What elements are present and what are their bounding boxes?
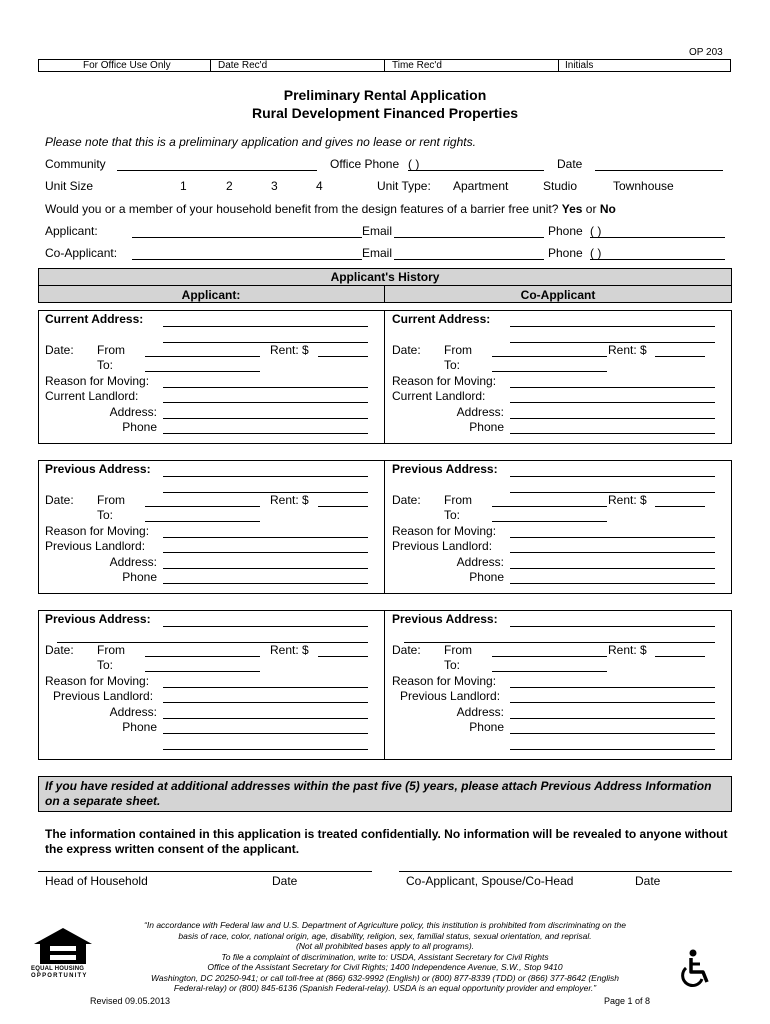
block3-co-applicant-from-field[interactable]	[492, 656, 607, 657]
block3-co-applicant-reason-label: Reason for Moving:	[392, 674, 497, 688]
additional-note: If you have resided at additional addresses within the past five (5) years, please attach Previous Address Information on a separate sheet.	[45, 779, 712, 808]
block2-applicant-landlord-field[interactable]	[163, 552, 368, 553]
nondiscrimination-notice: “In accordance with Federal law and U.S. Department of Agriculture policy, this institution is prohibited from discriminating on the basis of race, color, national origin, age, disability, religion, sex, familial status, sexual orientation, and reprisal. (Not all prohibited bases apply to all programs). To file a complaint of discrimination, write to: USDA, Assistant Secretary for Civil Rights Office of the Assistant Secretary for Civil Rights; 1400 Independence Avenue, S.W., Stop 9410 Washington, DC 20250-941; or call toll-free at (866) 632-9992 (English) or (800) 877-8339 (TDD) or (866) 377-8642 (English Federal-relay) or (800) 845-6136 (Spanish Federal-relay). USDA is an equal opportunity provider and employer.”	[144, 920, 626, 993]
block3-applicant-from-field[interactable]	[145, 656, 260, 657]
block2-applicant-rent-field[interactable]	[318, 506, 368, 507]
block1-applicant-landlord-field[interactable]	[163, 402, 368, 403]
block3-applicant-landlord-label: Previous Landlord:	[53, 689, 154, 703]
confidential-statement: The information contained in this application is treated confidentially. No information will be revealed to anyone without the express written consent of the applicant.	[45, 827, 728, 856]
head-signature-line[interactable]	[38, 871, 372, 872]
block2-applicant-from-field[interactable]	[145, 506, 260, 507]
unit-type-label: Unit Type:	[377, 179, 431, 193]
block3-co-applicant-date-label: Date:	[392, 643, 421, 657]
block2-applicant-landlord-address-field[interactable]	[163, 568, 368, 569]
block2-co-applicant-from-field[interactable]	[492, 506, 607, 507]
block2-applicant-address-line2[interactable]	[163, 492, 368, 493]
block3-applicant-landlord-address-field[interactable]	[163, 718, 368, 719]
block2-applicant-address-label: Previous Address:	[45, 462, 151, 476]
unit-type-apartment[interactable]: Apartment	[453, 179, 509, 193]
barrier-no[interactable]: No	[599, 202, 616, 216]
block1-co-applicant-address-sub-label: Address:	[456, 405, 504, 419]
block3-applicant-landlord-field[interactable]	[163, 702, 368, 703]
office-phone-paren: ( )	[408, 157, 420, 171]
applicant-phone-paren: ( )	[590, 224, 602, 238]
block1-applicant-from-field[interactable]	[145, 356, 260, 357]
applicant-email-label: Email	[362, 224, 393, 238]
block3-applicant-from-label: From	[97, 643, 125, 657]
title-line2: Rural Development Financed Properties	[251, 105, 519, 121]
block1-applicant-landlord-phone-field[interactable]	[163, 433, 368, 434]
block1-applicant-phone-sub-label: Phone	[122, 420, 157, 434]
block2-co-applicant-reason-label: Reason for Moving:	[392, 524, 497, 538]
block1-co-applicant-landlord-label: Current Landlord:	[392, 389, 486, 403]
office-use-label: For Office Use Only	[83, 60, 171, 71]
block1-applicant-from-label: From	[97, 343, 125, 357]
eho-line2: OPPORTUNITY	[31, 973, 88, 979]
block2-co-applicant-from-label: From	[444, 493, 472, 507]
barrier-question: Would you or a member of your household benefit from the design features of a barrier free unit? Yes or No	[45, 202, 616, 216]
block3-applicant-address-label: Previous Address:	[45, 612, 151, 626]
block2-co-applicant-phone-sub-label: Phone	[469, 570, 504, 584]
block1-applicant-rent-field[interactable]	[318, 356, 368, 357]
block1-applicant-address-label: Current Address:	[45, 312, 144, 326]
form-number: OP 203	[689, 47, 723, 58]
office-phone-label: Office Phone	[330, 157, 400, 171]
block2-applicant-phone-sub-label: Phone	[122, 570, 157, 584]
block3-applicant-rent-label: Rent: $	[270, 643, 309, 657]
block3-applicant-date-label: Date:	[45, 643, 74, 657]
date-field[interactable]	[595, 170, 723, 171]
block3-co-applicant-landlord-address-field[interactable]	[510, 718, 715, 719]
block2-co-applicant-landlord-address-field[interactable]	[510, 568, 715, 569]
block3-co-applicant-extra-line[interactable]	[510, 749, 715, 750]
block3-co-applicant-rent-label: Rent: $	[608, 643, 647, 657]
community-label: Community	[45, 157, 106, 171]
block3-applicant-extra-line[interactable]	[163, 749, 368, 750]
signature-date-2: Date	[635, 874, 661, 888]
unit-size-3[interactable]: 3	[271, 179, 278, 193]
head-of-household-label: Head of Household	[45, 874, 148, 888]
applicant-email-field[interactable]	[394, 237, 544, 238]
block3-applicant-phone-sub-label: Phone	[122, 720, 157, 734]
block1-applicant-to-field[interactable]	[145, 371, 260, 372]
block2-applicant-landlord-phone-field[interactable]	[163, 583, 368, 584]
unit-type-studio[interactable]: Studio	[543, 179, 578, 193]
date-recd-label: Date Rec'd	[218, 60, 268, 71]
block2-applicant-date-label: Date:	[45, 493, 74, 507]
co-head-signature-line[interactable]	[399, 871, 732, 872]
equal-housing-icon	[32, 926, 94, 966]
block3-applicant-reason-field[interactable]	[163, 687, 368, 688]
co-applicant-label: Co-Applicant:	[45, 246, 118, 260]
block2-applicant-to-label: To:	[97, 508, 114, 522]
block1-co-applicant-to-label: To:	[444, 358, 461, 372]
notice-text: Please note that this is a preliminary application and gives no lease or rent rights.	[45, 135, 476, 149]
block2-co-applicant-rent-label: Rent: $	[608, 493, 647, 507]
block1-co-applicant-landlord-phone-field[interactable]	[510, 433, 715, 434]
history-title: Applicant's History	[330, 270, 440, 284]
block2-applicant-to-field[interactable]	[145, 521, 260, 522]
block3-co-applicant-landlord-label: Previous Landlord:	[400, 689, 501, 703]
co-applicant-email-field[interactable]	[394, 259, 544, 260]
block1-co-applicant-from-field[interactable]	[492, 356, 607, 357]
block1-co-applicant-landlord-field[interactable]	[510, 402, 715, 403]
block2-co-applicant-address-label: Previous Address:	[392, 462, 498, 476]
block2-co-applicant-to-label: To:	[444, 508, 461, 522]
block3-co-applicant-landlord-field[interactable]	[510, 702, 715, 703]
block1-applicant-reason-field[interactable]	[163, 387, 368, 388]
block2-co-applicant-rent-field[interactable]	[655, 506, 705, 507]
block2-co-applicant-address-sub-label: Address:	[456, 555, 504, 569]
office-phone-field[interactable]	[408, 170, 544, 171]
block3-co-applicant-phone-sub-label: Phone	[469, 720, 504, 734]
block1-co-applicant-address-line1[interactable]	[510, 326, 715, 327]
block1-co-applicant-from-label: From	[444, 343, 472, 357]
block2-co-applicant-landlord-phone-field[interactable]	[510, 583, 715, 584]
co-applicant-email-label: Email	[362, 246, 393, 260]
block3-applicant-landlord-phone-field[interactable]	[163, 733, 368, 734]
block3-applicant-rent-field[interactable]	[318, 656, 368, 657]
block1-co-applicant-rent-label: Rent: $	[608, 343, 647, 357]
unit-type-townhouse[interactable]: Townhouse	[613, 179, 674, 193]
date-label: Date	[557, 157, 583, 171]
history-co-applicant-col: Co-Applicant	[520, 288, 596, 302]
block3-co-applicant-rent-field[interactable]	[655, 656, 705, 657]
history-applicant-col: Applicant:	[181, 288, 241, 302]
block2-applicant-address-sub-label: Address:	[109, 555, 157, 569]
block1-co-applicant-reason-field[interactable]	[510, 387, 715, 388]
block3-applicant-reason-label: Reason for Moving:	[45, 674, 150, 688]
block2-co-applicant-to-field[interactable]	[492, 521, 607, 522]
block2-co-applicant-address-line1[interactable]	[510, 476, 715, 477]
block2-applicant-rent-label: Rent: $	[270, 493, 309, 507]
block3-co-applicant-reason-field[interactable]	[510, 687, 715, 688]
block1-co-applicant-to-field[interactable]	[492, 371, 607, 372]
initials-label: Initials	[565, 60, 594, 71]
wheelchair-icon	[676, 948, 716, 988]
unit-size-label: Unit Size	[45, 179, 94, 193]
block3-applicant-to-label: To:	[97, 658, 114, 672]
block2-applicant-address-line1[interactable]	[163, 476, 368, 477]
block2-co-applicant-landlord-field[interactable]	[510, 552, 715, 553]
block1-applicant-date-label: Date:	[45, 343, 74, 357]
block1-applicant-address-line1[interactable]	[163, 326, 368, 327]
block1-co-applicant-reason-label: Reason for Moving:	[392, 374, 497, 388]
unit-size-1[interactable]: 1	[180, 179, 187, 193]
block2-applicant-reason-field[interactable]	[163, 537, 368, 538]
barrier-yes[interactable]: Yes	[561, 202, 583, 216]
title-line1: Preliminary Rental Application	[283, 87, 487, 103]
block1-co-applicant-date-label: Date:	[392, 343, 421, 357]
co-applicant-name-field[interactable]	[132, 259, 362, 260]
block3-co-applicant-to-label: To:	[444, 658, 461, 672]
block1-co-applicant-landlord-address-field[interactable]	[510, 418, 715, 419]
time-recd-label: Time Rec'd	[392, 60, 442, 71]
co-applicant-phone-field[interactable]	[590, 259, 725, 260]
page-number: Page 1 of 8	[604, 996, 651, 1006]
block2-co-applicant-landlord-label: Previous Landlord:	[392, 539, 493, 553]
applicant-phone-label: Phone	[548, 224, 583, 238]
block1-applicant-landlord-label: Current Landlord:	[45, 389, 139, 403]
block1-applicant-address-line2[interactable]	[163, 342, 368, 343]
applicant-phone-field[interactable]	[590, 237, 725, 238]
revised-date: Revised 09.05.2013	[90, 996, 171, 1006]
block2-co-applicant-date-label: Date:	[392, 493, 421, 507]
applicant-name-field[interactable]	[132, 237, 362, 238]
eho-line1: EQUAL HOUSING	[31, 966, 85, 972]
block2-applicant-from-label: From	[97, 493, 125, 507]
block2-applicant-reason-label: Reason for Moving:	[45, 524, 150, 538]
block3-co-applicant-address-line1[interactable]	[510, 626, 715, 627]
block1-co-applicant-address-label: Current Address:	[392, 312, 491, 326]
signature-date-1: Date	[272, 874, 298, 888]
block3-co-applicant-from-label: From	[444, 643, 472, 657]
unit-size-2[interactable]: 2	[226, 179, 233, 193]
block3-co-applicant-landlord-phone-field[interactable]	[510, 733, 715, 734]
unit-size-4[interactable]: 4	[316, 179, 323, 193]
block3-applicant-to-field[interactable]	[145, 671, 260, 672]
co-applicant-phone-paren: ( )	[590, 246, 602, 260]
block3-co-applicant-address-sub-label: Address:	[456, 705, 504, 719]
community-field[interactable]	[117, 170, 317, 171]
block1-co-applicant-rent-field[interactable]	[655, 356, 705, 357]
block2-applicant-landlord-label: Previous Landlord:	[45, 539, 146, 553]
block1-applicant-to-label: To:	[97, 358, 114, 372]
block1-applicant-landlord-address-field[interactable]	[163, 418, 368, 419]
block3-co-applicant-to-field[interactable]	[492, 671, 607, 672]
co-applicant-phone-label: Phone	[548, 246, 583, 260]
block3-applicant-address-sub-label: Address:	[109, 705, 157, 719]
block1-applicant-rent-label: Rent: $	[270, 343, 309, 357]
block3-co-applicant-address-label: Previous Address:	[392, 612, 498, 626]
block1-co-applicant-phone-sub-label: Phone	[469, 420, 504, 434]
block1-applicant-address-sub-label: Address:	[109, 405, 157, 419]
block1-applicant-reason-label: Reason for Moving:	[45, 374, 150, 388]
co-head-label: Co-Applicant, Spouse/Co-Head	[406, 874, 574, 888]
block3-applicant-address-line1[interactable]	[163, 626, 368, 627]
block2-co-applicant-reason-field[interactable]	[510, 537, 715, 538]
applicant-label: Applicant:	[45, 224, 98, 238]
